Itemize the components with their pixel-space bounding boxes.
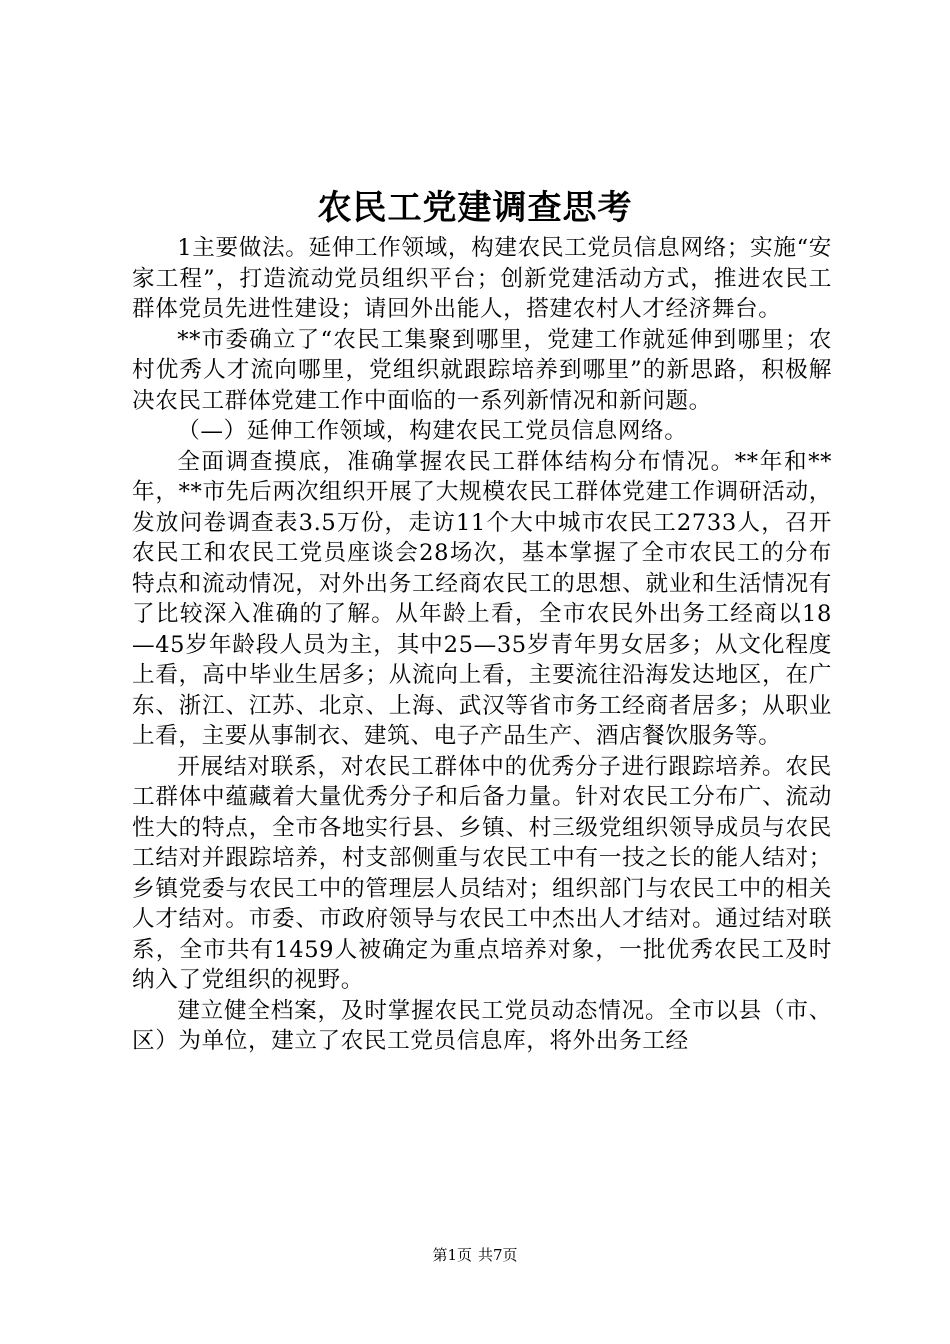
paragraph-pairing: 开展结对联系，对农民工群体中的优秀分子进行跟踪培养。农民工群体中蕴藏着大量优秀分子和后备力量。针对农民工分布广、流动性大的特点，全市各地实行县、乡镇、村三级党组织领导成员与农民工结对并跟踪培养，村支部侧重与农民工中有一技之长的能人结对；乡镇党委与农民工中的管理层人员结对；组织部门与农民工中的相关人才结对。市委、市政府领导与农民工中杰出人才结对。通过结对联系，全市共有1459人被确定为重点培养对象，一批优秀农民工及时纳入了党组织的视野。 — [132, 753, 832, 993]
paragraph-main-practices: 1主要做法。延伸工作领域，构建农民工党员信息网络；实施“安家工程”，打造流动党员组织平台；创新党建活动方式，推进农民工群体党员先进性建设；请回外出能人，搭建农村人才经济舞台。 — [132, 235, 832, 322]
paragraph-archives: 建立健全档案，及时掌握农民工党员动态情况。全市以县（市、区）为单位，建立了农民工党员信息库，将外出务工经 — [132, 997, 832, 1054]
page-footer — [0, 1244, 950, 1266]
paragraph-new-approach: **市委确立了“农民工集聚到哪里，党建工作就延伸到哪里；农村优秀人才流向哪里，党组织就跟踪培养到哪里”的新思路，积极解决农民工群体党建工作中面临的一系列新情况和新问题。 — [132, 326, 832, 414]
paragraph-survey: 全面调查摸底，准确掌握农民工群体结构分布情况。**年和**年，**市先后两次组织开展了大规模农民工群体党建工作调研活动，发放问卷调查表3.5万份，走访11个大中城市农民工2733人，召开农民工和农民工党员座谈会28场次，基本掌握了全市农民工的分布特点和流动情况，对外出务工经商农民工的思想、就业和生活情况有了比较深入准确的了解。从年龄上看，全市农民外出务工经商以18—45岁年龄段人员为主，其中25—35岁青年男女居多；从文化程度上看，高中毕业生居多；从流向上看，主要流往沿海发达地区，在广东、浙江、江苏、北京、上海、武汉等省市务工经商者居多；从职业上看，主要从事制衣、建筑、电子产品生产、酒店餐饮服务等。 — [132, 448, 832, 749]
document-body — [132, 233, 832, 1057]
page-total: 共7页 — [478, 1246, 518, 1264]
page-number: 第1页 — [432, 1246, 472, 1264]
paragraph-section-heading: （—）延伸工作领域，构建农民工党员信息网络。 — [177, 418, 688, 444]
document-title: 农民工党建调查思考 — [317, 188, 633, 228]
